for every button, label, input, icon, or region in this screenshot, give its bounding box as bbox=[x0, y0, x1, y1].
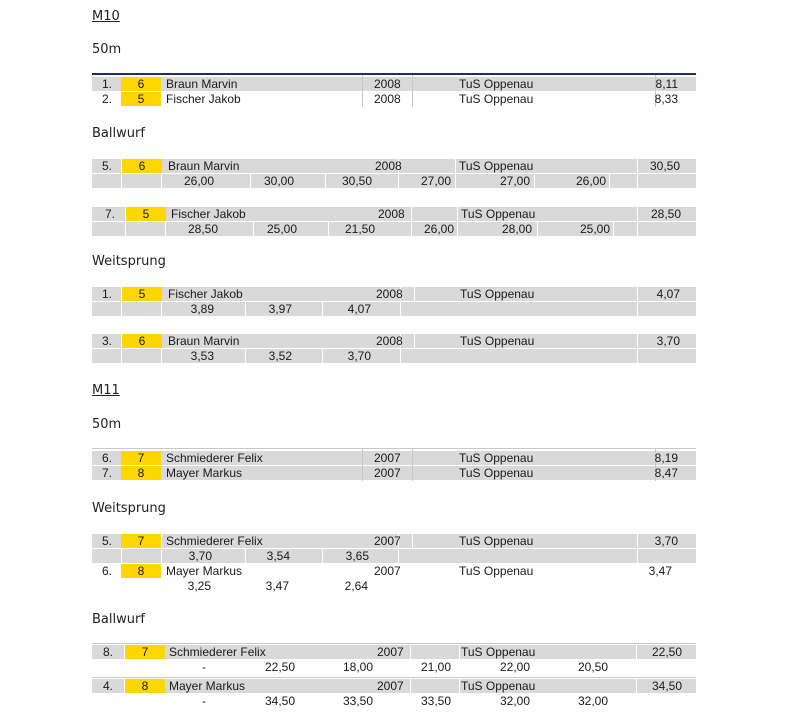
start-number-badge: 5 bbox=[122, 287, 162, 301]
birth-year: 2008 bbox=[374, 92, 401, 106]
birth-year: 2007 bbox=[374, 466, 401, 480]
club: TuS Oppenau bbox=[459, 159, 534, 173]
result: 3,47 bbox=[648, 564, 672, 578]
event-title-m11-ballwurf: Ballwurf bbox=[92, 612, 145, 627]
result: 8,11 bbox=[655, 77, 678, 91]
attempt: 32,00 bbox=[499, 694, 530, 708]
start-number-badge: 6 bbox=[122, 334, 162, 348]
event-title-m10-50m: 50m bbox=[92, 42, 122, 57]
start-number-badge: 7 bbox=[121, 534, 161, 548]
attempt: 18,00 bbox=[342, 660, 373, 674]
attempt: 33,50 bbox=[420, 694, 451, 708]
attempt: 3,25 bbox=[187, 579, 211, 593]
birth-year: 2007 bbox=[377, 679, 404, 693]
club: TuS Oppenau bbox=[461, 645, 536, 659]
athlete-name: Fischer Jakob bbox=[166, 92, 241, 106]
group-title-m11: M11 bbox=[92, 383, 120, 398]
attempt: 4,07 bbox=[347, 302, 371, 316]
result: 34,50 bbox=[651, 679, 682, 693]
attempt: 3,70 bbox=[188, 549, 212, 563]
result: 4,07 bbox=[656, 287, 680, 301]
birth-year: 2007 bbox=[374, 451, 401, 465]
attempt: 30,00 bbox=[263, 174, 294, 188]
athlete-name: Mayer Markus bbox=[166, 564, 243, 578]
birth-year: 2008 bbox=[376, 334, 403, 348]
attempt: 21,00 bbox=[420, 660, 451, 674]
club: TuS Oppenau bbox=[460, 334, 535, 348]
club: TuS Oppenau bbox=[460, 287, 535, 301]
result: 28,50 bbox=[650, 207, 681, 221]
place: 2. bbox=[101, 92, 112, 106]
attempt: 33,50 bbox=[342, 694, 373, 708]
place: 5. bbox=[101, 534, 112, 548]
start-number-badge: 8 bbox=[125, 679, 165, 693]
attempt: 32,00 bbox=[577, 694, 608, 708]
start-number-badge: 6 bbox=[122, 159, 162, 173]
attempt: 3,97 bbox=[268, 302, 292, 316]
club: TuS Oppenau bbox=[459, 466, 534, 480]
athlete-name: Schmiederer Felix bbox=[169, 645, 266, 659]
place: 7. bbox=[104, 207, 115, 221]
club: TuS Oppenau bbox=[461, 679, 536, 693]
athlete-name: Fischer Jakob bbox=[171, 207, 246, 221]
athlete-name: Braun Marvin bbox=[168, 159, 240, 173]
place: 4. bbox=[102, 679, 113, 693]
attempt: 30,50 bbox=[341, 174, 372, 188]
attempt: 3,47 bbox=[265, 579, 289, 593]
place: 7. bbox=[101, 466, 112, 480]
table-top-border bbox=[92, 73, 696, 75]
attempt: 22,50 bbox=[264, 660, 295, 674]
attempt: 27,00 bbox=[499, 174, 530, 188]
place: 6. bbox=[101, 451, 112, 465]
attempt: 26,00 bbox=[423, 222, 454, 236]
result: 3,70 bbox=[654, 534, 678, 548]
birth-year: 2008 bbox=[376, 287, 403, 301]
place: 6. bbox=[101, 564, 112, 578]
club: TuS Oppenau bbox=[459, 451, 534, 465]
birth-year: 2007 bbox=[374, 564, 401, 578]
attempt: 26,00 bbox=[575, 174, 606, 188]
attempt: 3,89 bbox=[190, 302, 214, 316]
birth-year: 2008 bbox=[375, 159, 402, 173]
birth-year: 2008 bbox=[374, 77, 401, 91]
attempt: 3,52 bbox=[268, 349, 292, 363]
result: 3,70 bbox=[656, 334, 680, 348]
start-number-badge: 7 bbox=[121, 451, 161, 465]
place: 5. bbox=[101, 159, 112, 173]
event-title-m11-weitsprung: Weitsprung bbox=[92, 501, 166, 516]
place: 1. bbox=[101, 287, 112, 301]
place: 3. bbox=[101, 334, 112, 348]
event-title-m11-50m: 50m bbox=[92, 417, 122, 432]
event-title-m10-weitsprung: Weitsprung bbox=[92, 254, 166, 269]
athlete-name: Schmiederer Felix bbox=[166, 451, 263, 465]
birth-year: 2007 bbox=[374, 534, 401, 548]
athlete-name: Schmiederer Felix bbox=[166, 534, 263, 548]
birth-year: 2008 bbox=[378, 207, 405, 221]
attempt: 3,65 bbox=[345, 549, 369, 563]
place: 8. bbox=[102, 645, 113, 659]
athlete-name: Fischer Jakob bbox=[168, 287, 243, 301]
result: 8,33 bbox=[654, 92, 678, 106]
club: TuS Oppenau bbox=[461, 207, 536, 221]
club: TuS Oppenau bbox=[459, 534, 534, 548]
start-number-badge: 6 bbox=[121, 77, 161, 91]
club: TuS Oppenau bbox=[459, 564, 534, 578]
place: 1. bbox=[101, 77, 112, 91]
attempt: 2,64 bbox=[344, 579, 368, 593]
attempt: 25,00 bbox=[266, 222, 297, 236]
result: 22,50 bbox=[651, 645, 682, 659]
attempt: 21,50 bbox=[344, 222, 375, 236]
athlete-name: Braun Marvin bbox=[166, 77, 238, 91]
start-number-badge: 5 bbox=[121, 92, 161, 106]
athlete-name: Mayer Markus bbox=[166, 466, 243, 480]
attempt: - bbox=[202, 694, 206, 708]
start-number-badge: 8 bbox=[121, 564, 161, 578]
start-number-badge: 7 bbox=[125, 645, 165, 659]
attempt: 20,50 bbox=[577, 660, 608, 674]
result: 8,47 bbox=[654, 466, 678, 480]
result: 8,19 bbox=[654, 451, 678, 465]
result: 30,50 bbox=[649, 159, 680, 173]
attempt: 22,00 bbox=[499, 660, 530, 674]
attempt: 25,00 bbox=[579, 222, 610, 236]
event-title-m10-ballwurf: Ballwurf bbox=[92, 126, 145, 141]
club: TuS Oppenau bbox=[459, 92, 534, 106]
birth-year: 2007 bbox=[377, 645, 404, 659]
attempt: - bbox=[202, 660, 206, 674]
attempt: 28,00 bbox=[501, 222, 532, 236]
club: TuS Oppenau bbox=[459, 77, 534, 91]
attempt: 28,50 bbox=[187, 222, 218, 236]
attempt: 3,54 bbox=[266, 549, 290, 563]
attempt: 3,70 bbox=[347, 349, 371, 363]
attempt: 34,50 bbox=[264, 694, 295, 708]
attempt: 26,00 bbox=[183, 174, 214, 188]
athlete-name: Mayer Markus bbox=[169, 679, 246, 693]
attempt: 27,00 bbox=[420, 174, 451, 188]
start-number-badge: 8 bbox=[121, 466, 161, 480]
start-number-badge: 5 bbox=[126, 207, 166, 221]
group-title-m10: M10 bbox=[92, 9, 120, 24]
attempt: 3,53 bbox=[190, 349, 214, 363]
athlete-name: Braun Marvin bbox=[168, 334, 240, 348]
